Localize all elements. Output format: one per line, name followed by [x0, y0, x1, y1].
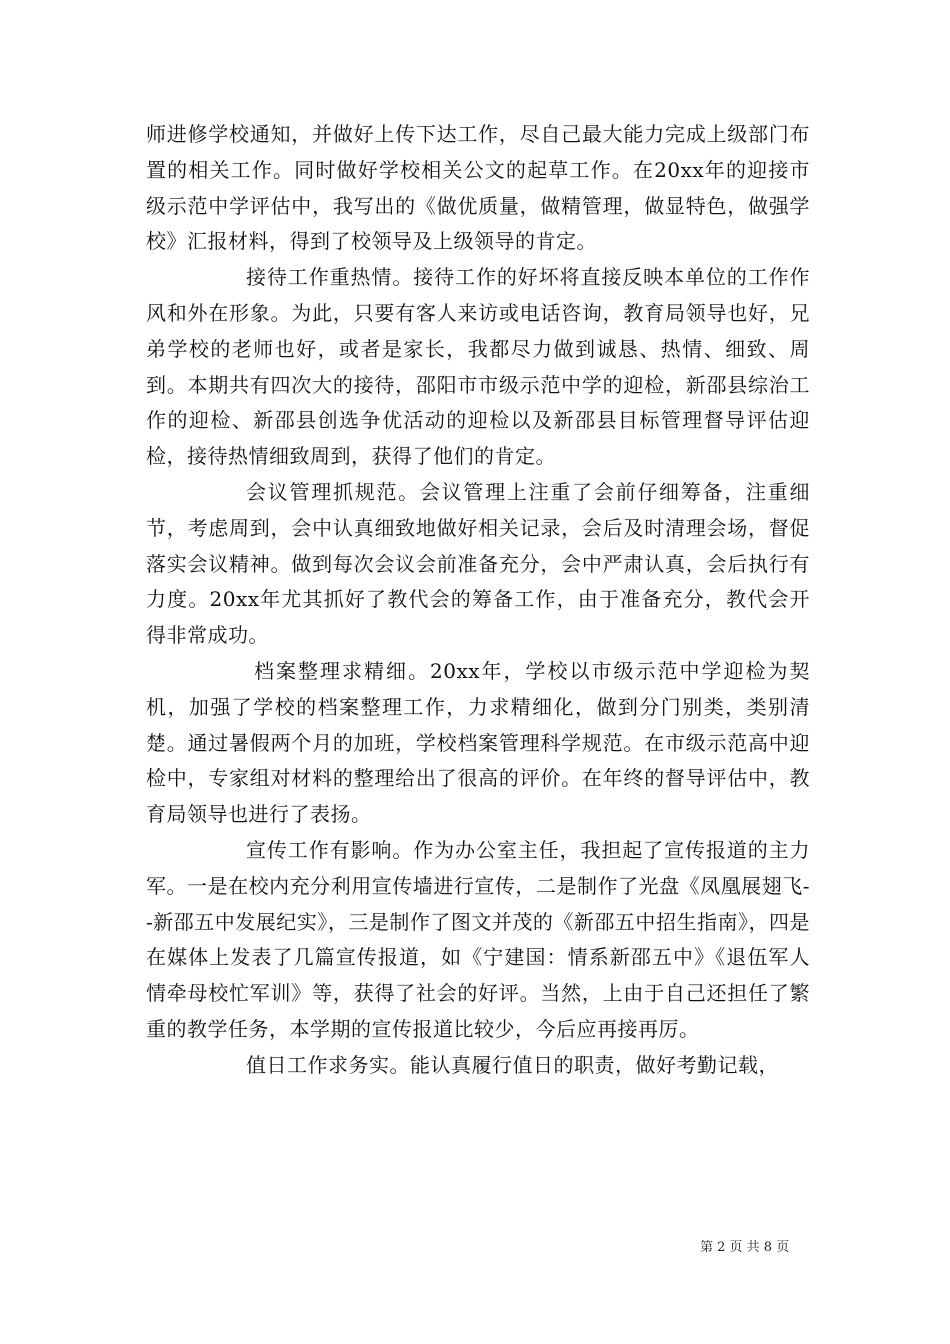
- paragraph-archives: 档案整理求精细。20xx年，学校以市级示范中学迎检为契机，加强了学校的档案整理工作，力求精细化，做到分门别类，类别清楚。通过暑假两个月的加班，学校档案管理科学规范。在市级示范高中迎检中，专家组对材料的整理给出了很高的评价。在年终的督导评估中，教育局领导也进行了表扬。: [146, 658, 810, 827]
- paragraph-continuation: 师进修学校通知，并做好上传下达工作，尽自己最大能力完成上级部门布置的相关工作。同时做好学校相关公文的起草工作。在20xx年的迎接市级示范中学评估中，我写出的《做优质量，做精管理，做显特色，做强学校》汇报材料，得到了校领导及上级领导的肯定。: [146, 122, 810, 254]
- page-number: 第 2 页 共 8 页: [700, 1240, 790, 1255]
- paragraph-reception: 接待工作重热情。接待工作的好坏将直接反映本单位的工作作风和外在形象。为此，只要有客人来访或电话咨询，教育局领导也好，兄弟学校的老师也好，或者是家长，我都尽力做到诚恳、热情、细致、周到。本期共有四次大的接待，邵阳市市级示范中学的迎检，新邵县综治工作的迎检、新邵县创选争优活动的迎检以及新邵县目标管理督导评估迎检，接待热情细致周到，获得了他们的肯定。: [146, 265, 810, 469]
- document-body: [146, 117, 810, 1084]
- paragraph-meetings: 会议管理抓规范。会议管理上注重了会前仔细筹备，注重细节，考虑周到，会中认真细致地做好相关记录，会后及时清理会场，督促落实会议精神。做到每次会议会前准备充分，会中严肃认真，会后执行有力度。20xx年尤其抓好了教代会的筹备工作，由于准备充分，教代会开得非常成功。: [146, 479, 810, 648]
- paragraph-duty: 值日工作求务实。能认真履行值日的职责，做好考勤记载，: [246, 1052, 779, 1077]
- paragraph-publicity: 宣传工作有影响。作为办公室主任，我担起了宣传报道的主力军。一是在校内充分利用宣传墙进行宣传，二是制作了光盘《凤凰展翅飞--新邵五中发展纪实》，三是制作了图文并茂的《新邵五中招生指南》，四是在媒体上发表了几篇宣传报道，如《宁建国：情系新邵五中》《退伍军人情牵母校忙军训》等，获得了社会的好评。当然，上由于自己还担任了繁重的教学任务，本学期的宣传报道比较少，今后应再接再厉。: [146, 837, 810, 1041]
